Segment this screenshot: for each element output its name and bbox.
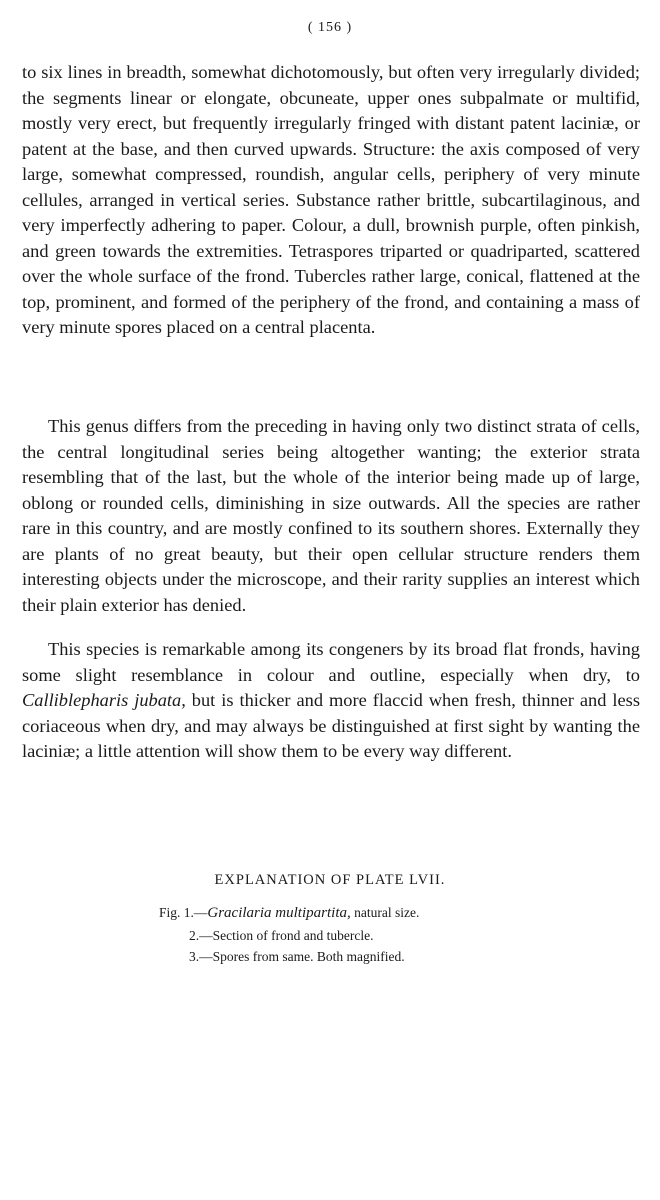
- species-paragraph-text-start: This species is remarkable among its congeners by its broad flat fronds, having some slight resemblance in colour and outline, especially when dry, to: [22, 639, 640, 685]
- plate-figure-list: [159, 902, 419, 968]
- plate-figure-2: 2.—Section of frond and tubercle.: [189, 927, 374, 943]
- species-paragraph-italic: Calliblepharis jubata,: [22, 690, 186, 710]
- species-paragraph: [22, 637, 640, 765]
- plate-figure-1: [159, 902, 419, 925]
- description-paragraph: to six lines in breadth, somewhat dichotomously, but often very irregularly divided; the segments linear or elongate, obcuneate, upper ones subpalmate or multifid, mostly very erect, but frequently irregularly fringed with distant patent laciniæ, or patent at the base, and then curved upwards. Structure: the axis composed of very large, somewhat compressed, roundish, angular cells, periphery of very minute cellules, arranged in vertical series. Substance rather brittle, subcartilaginous, and very imperfectly adhering to paper. Colour, a dull, brownish purple, often pinkish, and green towards the extremities. Tetraspores triparted or quadriparted, scattered over the whole surface of the frond. Tubercles rather large, conical, flattened at the top, prominent, and formed of the periphery of the frond, and containing a mass of very minute spores placed on a central placenta.: [22, 62, 640, 337]
- genus-paragraph: This genus differs from the preceding in having only two distinct strata of cells, the central longitudinal series being altogether wanting; the exterior strata resembling that of the last, but the whole of the interior being made up of large, oblong or rounded cells, diminishing in size outwards. All the species are rather rare in this country, and are mostly confined to its southern shores. Externally they are plants of no great beauty, but their open cellular structure renders them interesting objects under the microscope, and their rarity supplies an interest which their plain exterior has denied.: [22, 416, 640, 615]
- figure-1-species: Gracilaria multipartita,: [207, 905, 351, 921]
- page-number: ( 156 ): [307, 20, 353, 35]
- species-paragraph-text-end: but is thicker and more flaccid when fresh, thinner and less coriaceous when dry, and may always be distinguished at first sight by wanting the laciniæ; a little attention will show them to be every way different.: [22, 690, 640, 761]
- plate-heading: EXPLANATION OF PLATE LVII.: [214, 872, 446, 888]
- figure-1-suffix: natural size.: [350, 905, 420, 920]
- plate-figure-3: 3.—Spores from same. Both magnified.: [189, 949, 405, 964]
- figure-1-prefix: Fig. 1.—: [159, 905, 208, 920]
